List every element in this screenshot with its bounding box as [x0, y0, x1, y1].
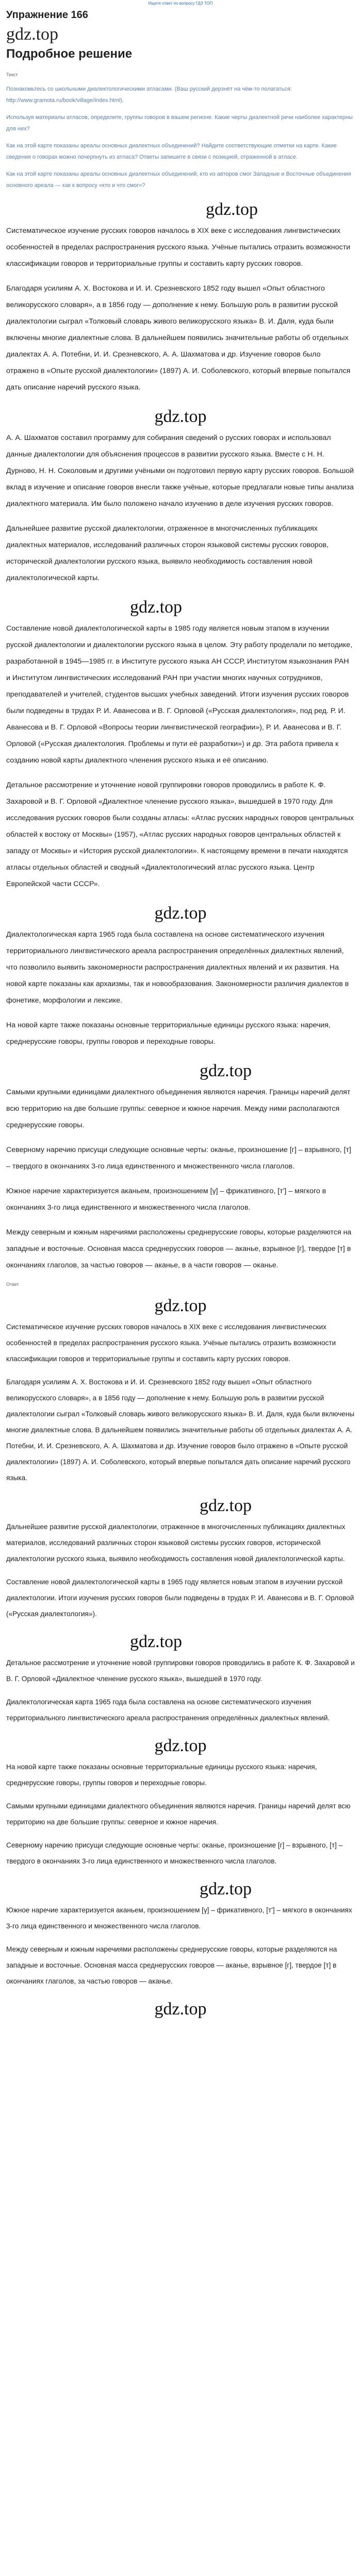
watermark: gdz.top — [199, 1496, 252, 1515]
answer2-label: Ответ — [6, 1282, 19, 1287]
top-banner-link[interactable]: Ищете ответ по вопросу ГДЗ ТОП — [148, 1, 213, 6]
task-paragraph: Познакомьтесь со школьными диалектологическими атласами. (Ваш русский дерзнёт на чём-то полагаться: http://www.gramota.ru/book/village/index.html). — [6, 86, 292, 104]
answer2-paragraph: Составление новой диалектологической карты в 1965 году является новым этапом в изучении русской диалектологии. Итоги изучения русских говоров были подведены в трудах Р. И. Аванесова и В. Г. Орловой («Русская диалектология»). — [6, 1578, 354, 1618]
answer-paragraph: Самыми крупными единицами диалектного объединения являются наречия. Границы наречий делят всю территорию на две большие группы: северное и южное наречия. Между ними располагаются среднерусские говоры. — [6, 1088, 351, 1129]
answer-paragraph: Диалектологическая карта 1965 года была составлена на основе систематического изучения территориального лингвистического ареала распространения определённых диалектных явлений, что позволило выявить закономерности распространения диалектных явлений и их развития. На новой карте показаны как архаизмы, так и новообразования. Закономерности различия диалектов в фонетике, морфологии и лексике. — [6, 930, 349, 1005]
watermark: gdz.top — [199, 1879, 252, 1899]
answer-paragraph: Между северным и южным наречиями расположены среднерусские говоры, которые разделяются на западные и восточные. Основная масса среднерусских говоров — аканье, взрывное [г], твердое [т] в окончаниях глаголов, за частью говоров — аканье, в а части говоров — оканье. — [6, 1228, 352, 1269]
watermark: gdz.top — [199, 1061, 252, 1080]
watermark: gdz.top — [154, 904, 207, 923]
answer2-paragraph: Дальнейшее развитие русской диалектологии, отраженное в многочисленных публикациях диалектных материалов, исследований различных сторон языковой системы русских говоров, исторической диалектологии русского языка, выявило необходимость составления новой диалектологической карты. — [6, 1523, 346, 1563]
answer-paragraph: Южное наречие характеризуется аканьем, произношением [γ] – фрикативного, [т'] – мягкого в окончаниях 3-го лица единственного и множественного числа глаголов. — [6, 1187, 326, 1212]
answer2-paragraph: Детальное рассмотрение и уточнение новой группировки говоров проводились в работе К. Ф. Захаровой и В. Г. Орловой «Диалектное членение русского языка», вышедшей в 1970 году. — [6, 1659, 355, 1683]
answer2-paragraph: Благодаря усилиям А. Х. Востокова и И. И. Срезневского 1852 году вышел «Опыт областного великорусского словаря», а в 1856 году — дополнение к нему. Большую роль в развитии русской диалектологии сыграл «Толковый словарь живого великорусского языка» В. И. Даля, куда были включены многие диалектные слова. В дальнейшем появились значительные работы об отдельных диалектах А. А. Потебни, И. И. Срезневского, А. А. Шахматова и др. Изучение говоров было отражено в «Опыте русской диалектологии» (1897) А. И. Соболевского, который впервые попытался дать описание наречий русского языка. — [6, 1378, 355, 1482]
answer-paragraph: Детальное рассмотрение и уточнение новой группировки говоров проводились в работе К. Ф. Захаровой и В. Г. Орловой «Диалектное членение русского языка», вышедшей в 1970 году. Для исследования русских говоров были созданы атласы: «Атлас русских народных говоров центральных областей к востоку от Москвы» (1957), «Атлас русских народных говоров центральных областей к западу от Москвы» и «История русской диалектологии». К настоящему времени в печати находятся атласы отдельных областей и сводный «Диалектологический атлас русского языка. Центр Европейской части СССР». — [6, 781, 354, 888]
answer-text — [0, 223, 361, 1274]
watermark: gdz.top — [154, 1999, 207, 2019]
watermark: gdz.top — [154, 1296, 207, 1315]
task-text — [0, 83, 361, 191]
watermark: gdz.top — [130, 598, 183, 617]
watermark: gdz.top — [154, 407, 207, 426]
answer2-paragraph: Диалектологическая карта 1965 года была составлена на основе систематического изучения территориального лингвистического ареала распространения определённых диалектных явлений. — [6, 1698, 330, 1722]
task-paragraph: Используя материалы атласов, определите, группы говоров в вашем регионе. Какие черты диалектной речи наиболее характерны для них? — [6, 114, 353, 132]
answer-paragraph: Составление новой диалектологической карты в 1985 году является новым этапом в изучении русской диалектологии и диалектологии русского языка в целом. Эту работу проделали по методике, разработанной в 1945—1985 гг. в Институте русского языка АН СССР, Институтом языкознания РАН и Институтом лингвистических исследований РАН при участии многих научных сотрудников, преподавателей и учителей, студентов высших учебных заведений. Итоги изучения русских говоров были подведены в трудах Р. И. Аванесова и В. Г. Орловой («Русская диалектология», под ред. Р. И. Аванесова и В. Г. Орловой «Вопросы теории лингвистической географии»), Р. И. Аванесова и В. Г. Орловой («Русская диалектология. Проблемы и пути её разработки») и др. Эта работа привела к созданию новой карты диалектного членения русского языка и её описанию. — [6, 624, 353, 765]
top-banner — [0, 0, 361, 7]
answer-paragraph: На новой карте также показаны основные территориальные единицы русского языка: наречия, среднерусские говоры, группы говоров и переходные говоры. — [6, 1021, 331, 1046]
watermark: gdz.top — [154, 1736, 207, 1755]
answer2-text — [0, 1319, 361, 2022]
watermark: gdz.top — [130, 1632, 183, 1651]
answer2-paragraph: Систематическое изучение русских говоров началось в XIX веке с исследования лингвистических особенностей в пределах распространения русского языка. Учёные пытались отразить возможности классификации говоров и территориальные группы и составить карту русских говоров. — [6, 1323, 336, 1363]
answer-paragraph: Северному наречию присущи следующие основные черты: оканье, произношение [г] – взрывного, [т] – твердого в окончаниях 3-го лица единственного и множественного числа глаголов. — [6, 1146, 351, 1171]
answer2-paragraph: На новой карте также показаны основные территориальные единицы русского языка: наречия, среднерусские говоры, группы говоров и переходные говоры. — [6, 1763, 317, 1787]
answer2-paragraph: Самыми крупными единицами диалектного объединения являются наречия. Границы наречий делят всю территорию на две большие группы: северное и южное наречия. — [6, 1802, 351, 1826]
answer-paragraph: А. А. Шахматов составил программу для собирания сведений о русских говорах и использовал данные диалектологии для объяснения процессов в развитии русского языка. Вместе с Н. Н. Дурново, Н. Н. Соколовым и другими учёными он подготовил первую карту русских говоров. Большой вклад в изучение и описание говоров внесли также учёные, которые предлагали новые типы анализа диалектного материала. Им было положено начало изучению в деле изучения русских говоров. — [6, 434, 354, 508]
answer-paragraph: Систематическое изучение русских говоров началось в XIX веке с исследования лингвистических особенностей в пределах распространения русского языка. Учёные пытались отразить возможности классификации говоров и территориальные группы и составить карту русских говоров. — [6, 227, 351, 268]
answer2-paragraph: Северному наречию присущи следующие основные черты: оканье, произношение [г] – взрывного, [т] – твердого в окончаниях 3-го лица единственного и множественного числа глаголов. — [6, 1841, 343, 1865]
answer2-paragraph: Южное наречие характеризуется аканьем, произношением [γ] – фрикативного, [т'] – мягкого в окончаниях 3-го лица единственного и множественного числа глаголов. — [6, 1906, 352, 1930]
answer2-paragraph: Между северным и южным наречиями расположены среднерусские говоры, которые разделяются на западные и восточные. Основная масса среднерусских говоров — аканье, взрывное [г], твердое [т] в окончаниях глаголов, за частью говоров — аканье. — [6, 1945, 337, 1985]
task-paragraph: Как на этой карте показаны ареалы основных диалектных объединений? Найдите соответствующие отметки на карте. Какие сведения о говорах можно почерпнуть из атласа? Ответы запишите в связи с позицией, отраженной в атласе. — [6, 143, 337, 160]
solution-title: Подробное решение — [6, 47, 133, 61]
task-paragraph: Как на этой карте показаны ареалы основных диалектных объединений, кто из авторов смог Западные и Восточные объединения основного ареала — как к вопросу «кто и что смог»? — [6, 171, 351, 189]
answer-paragraph: Дальнейшее развитие русской диалектологии, отраженное в многочисленных публикациях диалектных материалов, исследований различных сторон языковой системы русских говоров, исторической диалектологии русского языка, выявило необходимость составления новой диалектологической карты. — [6, 524, 329, 582]
site-logo: gdz.top — [6, 25, 59, 44]
task-label: Текст — [6, 72, 18, 77]
watermark: gdz.top — [205, 200, 258, 219]
page-header — [0, 7, 361, 62]
exercise-title: Упражнение 166 — [6, 9, 88, 21]
answer-paragraph: Благодаря усилиям А. Х. Востокова и И. И. Срезневского 1852 году вышел «Опыт областного великорусского словаря», а в 1856 году — дополнение к нему. Большую роль в развитии русской диалектологии сыграл «Толковый словарь живого великорусского языка» В. И. Даля, куда были включены многие диалектные слова. В дальнейшем появились значительные работы об отдельных диалектах А. А. Потебни, И. И. Срезневского, А. А. Шахматова и др. Изучение говоров было отражено в «Опыте русской диалектологии» (1897) А. И. Соболевского, который впервые попытался дать описание наречий русского языка. — [6, 284, 351, 392]
